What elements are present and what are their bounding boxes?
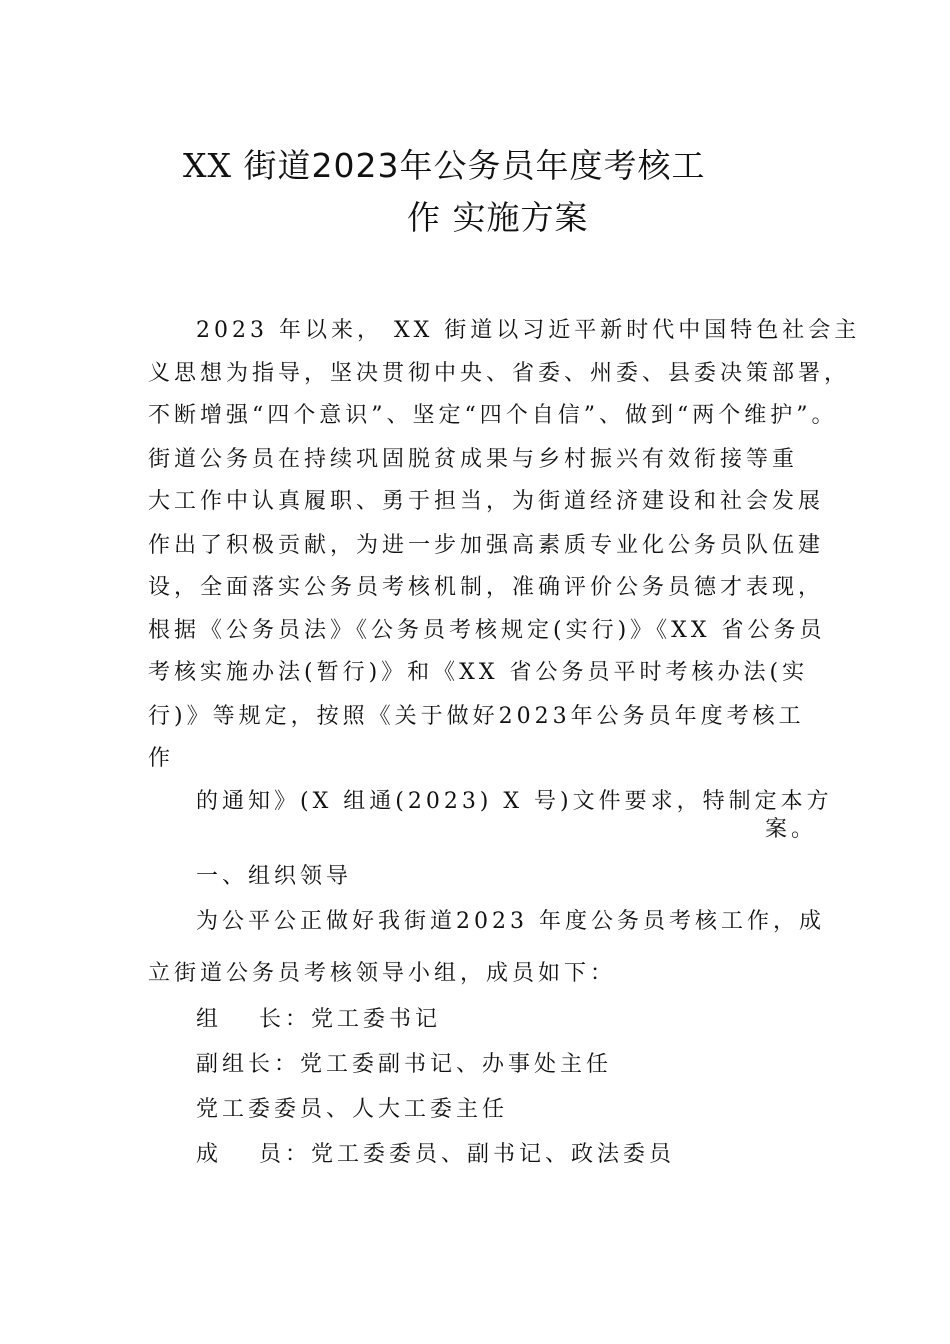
body-line: 不断增强“四个意识”、坚定“四个自信”、做到“两个维护”。: [148, 403, 838, 428]
body-line: 义思想为指导，坚决贯彻中央、省委、州委、县委决策部署，: [148, 361, 851, 386]
title-rest: 街道2023年公务员年度考核工: [243, 146, 706, 185]
body-line: 案。: [765, 817, 818, 842]
body-line: 大工作中认真履职、勇于担当，为街道经济建设和社会发展: [148, 489, 825, 514]
section-heading: 一、组织领导: [196, 864, 353, 889]
member-line: 组 长：党工委书记: [196, 1007, 441, 1032]
document-title-line-2: 作 实施方案: [407, 198, 589, 237]
body-line: 街道公务员在持续巩固脱贫成果与乡村振兴有效衔接等重: [148, 447, 799, 472]
body-line: 设，全面落实公务员考核机制，准确评价公务员德才表现，: [148, 575, 825, 600]
member-line: 成 员：党工委委员、副书记、政法委员: [196, 1142, 675, 1167]
body-line: 作: [148, 746, 175, 771]
body-line: 考核实施办法(暂行)》和《XX 省公务员平时考核办法(实: [148, 660, 809, 685]
body-line: 作出了积极贡献，为进一步加强高素质专业化公务员队伍建: [148, 533, 825, 558]
body-line: 行)》等规定，按照《关于做好2023年公务员年度考核工: [148, 704, 805, 729]
document-title-line-1: [183, 140, 950, 187]
section-line: 立街道公务员考核领导小组，成员如下：: [148, 961, 617, 986]
body-line: 2023 年以来， XX 街道以习近平新时代中国特色社会主: [196, 318, 861, 343]
body-line: 根据《公务员法》《公务员考核规定(实行)》《XX 省公务员: [148, 618, 826, 643]
section-line: 为公平公正做好我街道2023 年度公务员考核工作，成: [196, 909, 825, 934]
member-line: 副组长：党工委副书记、办事处主任: [196, 1052, 613, 1077]
title-prefix: XX: [183, 146, 232, 185]
body-line: 的通知》(X 组通(2023) X 号)文件要求，特制定本方: [196, 789, 833, 814]
member-line: 党工委委员、人大工委主任: [196, 1097, 509, 1122]
